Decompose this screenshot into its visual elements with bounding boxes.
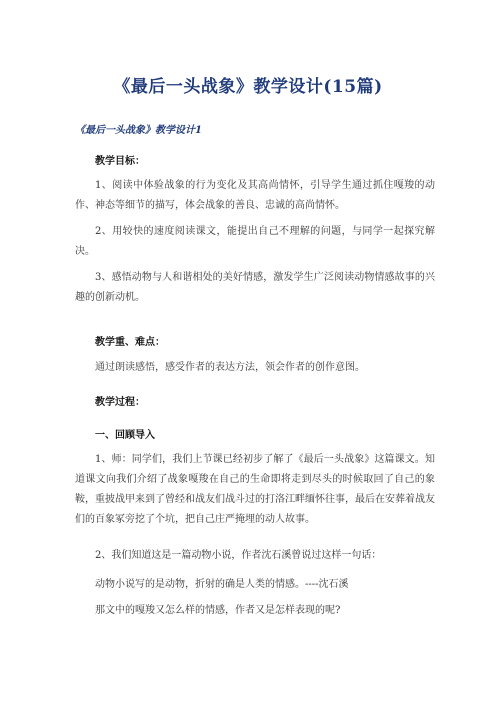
document-subtitle: 《最后一头战象》教学设计1 [75, 125, 202, 136]
document-title: 《最后一头战象》教学设计(15篇) [113, 77, 383, 97]
process-heading: 教学过程： [95, 397, 145, 408]
question-line: 那文中的嘎羧又怎么样的情感，作者又是怎样表现的呢? [95, 605, 341, 616]
objective-3: 3、感悟动物与人和谐相处的美好情感，激发学生广泛阅读动物情感故事的兴趣的创新动机。 [75, 272, 435, 303]
key-points-text: 通过朗读感悟，感受作者的表达方法，领会作者的创作意图。 [95, 362, 365, 373]
objective-1: 1、阅读中体验战象的行为变化及其高尚情怀，引导学生通过抓住嘎羧的动作、神态等细节的描写，体会战象的善良、忠诚的高尚情怀。 [75, 180, 435, 211]
step-2: 2、我们知道这是一篇动物小说，作者沈石溪曾说过这样一句话： [95, 550, 382, 561]
step-1: 1、师：同学们，我们上节课已经初步了解了《最后一头战象》这篇课文。知道课文向我们介绍了战象嘎羧在自己的生命即将走到尽头的时候取回了自己的象鞍，重披战甲来到了曾经和战友们战斗过的打洛江畔缅怀往事，最后在安葬着战友们的百象冢旁挖了个坑，把自己庄严掩埋的动人故事。 [75, 454, 435, 525]
objectives-heading: 教学目标： [95, 156, 145, 167]
quote-line: 动物小说写的是动物，折射的确是人类的情感。----沈石溪 [95, 579, 349, 590]
objective-2: 2、用较快的速度阅读课文，能提出自己不理解的问题，与同学一起探究解决。 [75, 226, 435, 257]
key-points-heading: 教学重、难点： [95, 337, 165, 348]
section-1-heading: 一、回顾导入 [95, 430, 155, 441]
